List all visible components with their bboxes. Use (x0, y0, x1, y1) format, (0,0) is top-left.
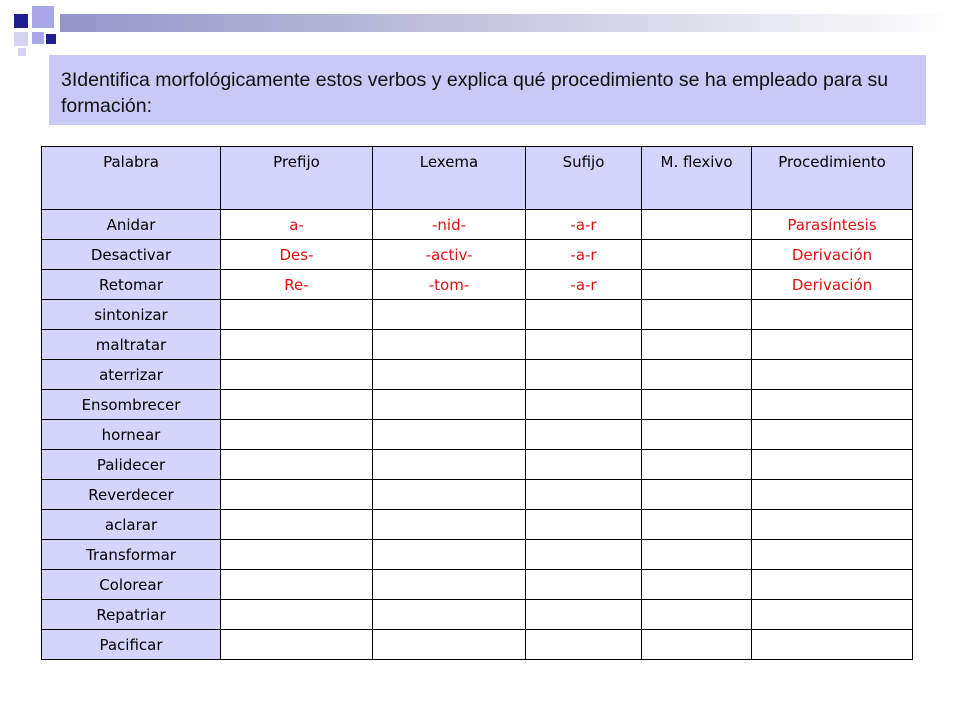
lexema-blank-cell (373, 600, 526, 630)
procedimiento-blank-cell (752, 630, 913, 660)
table-row (42, 480, 913, 510)
word-cell: Colorear (42, 570, 221, 600)
sufijo-blank-cell (526, 330, 642, 360)
prefijo-blank-cell (221, 630, 373, 660)
lexema-blank-cell (373, 540, 526, 570)
sufijo-blank-cell (526, 570, 642, 600)
procedimiento-answer-cell: Derivación (752, 240, 913, 270)
word-cell: aclarar (42, 510, 221, 540)
word-cell: Ensombrecer (42, 390, 221, 420)
table-row (42, 330, 913, 360)
lexema-blank-cell (373, 630, 526, 660)
word-cell: Repatriar (42, 600, 221, 630)
m-flexivo-blank-cell (642, 300, 752, 330)
column-header-lexema: Lexema (373, 147, 526, 210)
table-header-row (42, 147, 913, 210)
table-row (42, 240, 913, 270)
sufijo-blank-cell (526, 510, 642, 540)
word-cell: Desactivar (42, 240, 221, 270)
prefijo-blank-cell (221, 510, 373, 540)
m-flexivo-blank-cell (642, 630, 752, 660)
prefijo-blank-cell (221, 600, 373, 630)
table-row (42, 600, 913, 630)
word-cell: Retomar (42, 270, 221, 300)
prefijo-blank-cell (221, 540, 373, 570)
column-header-prefijo: Prefijo (221, 147, 373, 210)
prefijo-blank-cell (221, 330, 373, 360)
sufijo-blank-cell (526, 600, 642, 630)
prefijo-blank-cell (221, 570, 373, 600)
prefijo-blank-cell (221, 420, 373, 450)
lexema-blank-cell (373, 330, 526, 360)
m-flexivo-blank-cell (642, 570, 752, 600)
lexema-answer-cell: -nid- (373, 210, 526, 240)
table-row (42, 270, 913, 300)
m-flexivo-blank-cell (642, 330, 752, 360)
sufijo-blank-cell (526, 360, 642, 390)
column-header-palabra: Palabra (42, 147, 221, 210)
word-cell: sintonizar (42, 300, 221, 330)
title-gradient-bar (60, 14, 960, 32)
sufijo-blank-cell (526, 630, 642, 660)
m-flexivo-blank-cell (642, 420, 752, 450)
procedimiento-blank-cell (752, 330, 913, 360)
sufijo-blank-cell (526, 450, 642, 480)
table-row (42, 630, 913, 660)
prefijo-blank-cell (221, 360, 373, 390)
prefijo-answer-cell: Re- (221, 270, 373, 300)
lexema-blank-cell (373, 300, 526, 330)
m-flexivo-blank-cell (642, 480, 752, 510)
procedimiento-blank-cell (752, 300, 913, 330)
prefijo-blank-cell (221, 390, 373, 420)
table-row (42, 570, 913, 600)
m-flexivo-blank-cell (642, 270, 752, 300)
corner-square-lavender (32, 6, 54, 28)
lexema-blank-cell (373, 360, 526, 390)
sufijo-answer-cell: -a-r (526, 270, 642, 300)
m-flexivo-blank-cell (642, 390, 752, 420)
corner-square-pale-small (18, 48, 26, 56)
table-row (42, 510, 913, 540)
sufijo-blank-cell (526, 420, 642, 450)
m-flexivo-blank-cell (642, 360, 752, 390)
procedimiento-blank-cell (752, 450, 913, 480)
lexema-answer-cell: -tom- (373, 270, 526, 300)
word-cell: maltratar (42, 330, 221, 360)
word-cell: aterrizar (42, 360, 221, 390)
word-cell: Palidecer (42, 450, 221, 480)
table-row (42, 540, 913, 570)
prefijo-blank-cell (221, 300, 373, 330)
procedimiento-answer-cell: Derivación (752, 270, 913, 300)
m-flexivo-blank-cell (642, 210, 752, 240)
word-cell: Anidar (42, 210, 221, 240)
table-body (42, 210, 913, 660)
procedimiento-blank-cell (752, 390, 913, 420)
procedimiento-answer-cell: Parasíntesis (752, 210, 913, 240)
prefijo-blank-cell (221, 480, 373, 510)
word-cell: hornear (42, 420, 221, 450)
column-header-sufijo: Sufijo (526, 147, 642, 210)
sufijo-answer-cell: -a-r (526, 240, 642, 270)
word-cell: Transformar (42, 540, 221, 570)
word-cell: Reverdecer (42, 480, 221, 510)
corner-square-lavender-small (32, 32, 44, 44)
prefijo-answer-cell: Des- (221, 240, 373, 270)
m-flexivo-blank-cell (642, 450, 752, 480)
table-row (42, 360, 913, 390)
table-row (42, 420, 913, 450)
lexema-blank-cell (373, 420, 526, 450)
column-header-procedimiento: Procedimiento (752, 147, 913, 210)
prefijo-answer-cell: a- (221, 210, 373, 240)
corner-square-pale (14, 32, 28, 46)
procedimiento-blank-cell (752, 570, 913, 600)
sufijo-blank-cell (526, 390, 642, 420)
table-row (42, 210, 913, 240)
lexema-blank-cell (373, 480, 526, 510)
m-flexivo-blank-cell (642, 240, 752, 270)
procedimiento-blank-cell (752, 540, 913, 570)
column-header-m-flexivo: M. flexivo (642, 147, 752, 210)
word-cell: Pacificar (42, 630, 221, 660)
lexema-blank-cell (373, 390, 526, 420)
instruction-box (49, 55, 926, 125)
lexema-answer-cell: -activ- (373, 240, 526, 270)
procedimiento-blank-cell (752, 600, 913, 630)
m-flexivo-blank-cell (642, 540, 752, 570)
sufijo-blank-cell (526, 480, 642, 510)
prefijo-blank-cell (221, 450, 373, 480)
instruction-text: 3Identifica morfológicamente estos verbos y explica qué procedimiento se ha empleado para su formación: (61, 69, 889, 117)
table-row (42, 450, 913, 480)
corner-square-navy-small (46, 34, 56, 44)
procedimiento-blank-cell (752, 480, 913, 510)
lexema-blank-cell (373, 450, 526, 480)
lexema-blank-cell (373, 570, 526, 600)
sufijo-blank-cell (526, 540, 642, 570)
table-row (42, 390, 913, 420)
procedimiento-blank-cell (752, 420, 913, 450)
m-flexivo-blank-cell (642, 510, 752, 540)
table-row (42, 300, 913, 330)
procedimiento-blank-cell (752, 510, 913, 540)
procedimiento-blank-cell (752, 360, 913, 390)
verb-analysis-table (41, 146, 913, 660)
corner-square-navy (14, 14, 28, 28)
m-flexivo-blank-cell (642, 600, 752, 630)
lexema-blank-cell (373, 510, 526, 540)
sufijo-answer-cell: -a-r (526, 210, 642, 240)
sufijo-blank-cell (526, 300, 642, 330)
